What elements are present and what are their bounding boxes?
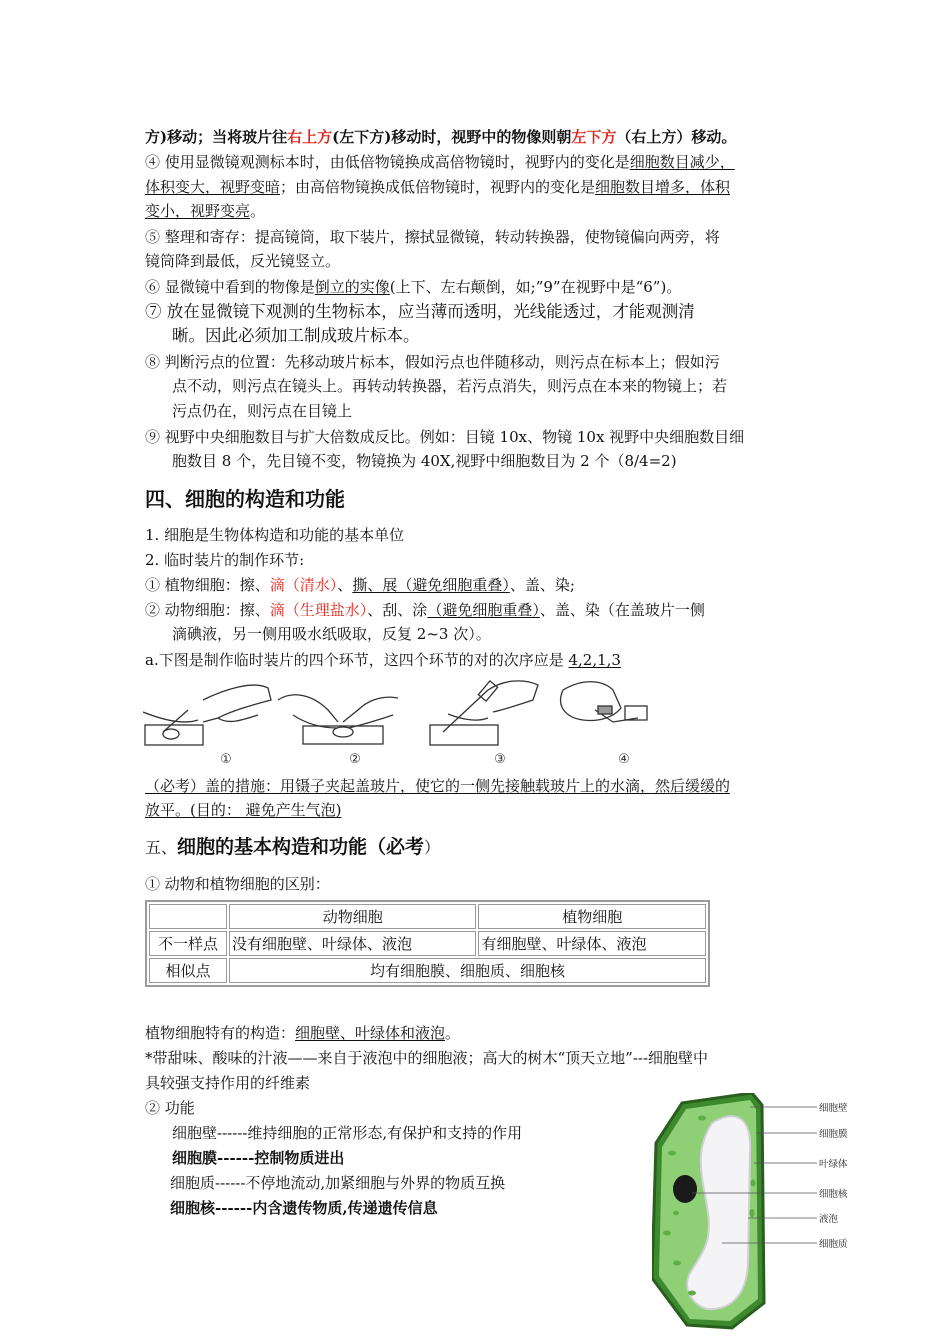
para-move-direction: 方)移动；当将玻片往右上方(左下方)移动时，视野中的物像则朝左下方（右上方）移动。 [145,128,737,146]
row-label-similarities: 相似点 [149,958,227,983]
cell-comparison-table [145,900,710,987]
para-4-line1: ④ 使用显微镜观测标本时，由低倍物镜换成高倍物镜时，视野内的变化是细胞数目减少， [145,153,735,171]
label-cell-wall: 细胞壁 [819,1103,848,1114]
step-3-image [430,681,538,745]
para-8-line3: 污点仍在，则污点在目镜上 [172,402,353,420]
para-9-line2: 胞数目 8 个，先目镜不变，物镜换为 40X,视野中细胞数目为 2 个（8/4=2) [172,452,677,470]
label-cytoplasm: 细胞质 [819,1239,848,1250]
animal-differences: 没有细胞壁、叶绿体、液泡 [229,931,476,956]
step-4-image [561,682,647,722]
item-1: 1. 细胞是生物体构造和功能的基本单位 [145,526,405,544]
para-7-line1: ⑦ 放在显微镜下观测的生物标本，应当薄而透明，光线能透过，才能观测清 [145,302,695,321]
cover-slip-method-line2: 放平。(目的： 避免产生气泡) [145,801,342,819]
function-heading: ② 功能 [145,1099,195,1117]
table-row [149,958,706,983]
plant-unique-structures: 植物细胞特有的构造：细胞壁、叶绿体和液泡。 [145,1024,461,1042]
header-plant-cell: 植物细胞 [478,904,706,929]
para-4-line2: 体积变大，视野变暗；由高倍物镜换成低倍物镜时，视野内的变化是细胞数目增多，体积 [145,178,731,196]
para-7-line2: 晰。因此必须加工制成玻片标本。 [172,326,420,345]
para-9-line1: ⑨ 视野中央细胞数目与扩大倍数成反比。例如：目镜 10x、物镜 10x 视野中央细胞数目细 [145,428,745,446]
label-nucleus: 细胞核 [819,1189,848,1200]
step-label-1: ① [220,752,232,767]
label-chloroplast: 叶绿体 [819,1159,848,1170]
para-5-line1: ⑤ 整理和寄存：提高镜筒，取下装片，擦拭显微镜，转动转换器，使物镜偏向两旁，将 [145,228,720,246]
plant-cell-diagram [652,1093,857,1331]
slide-steps-illustration [143,670,663,770]
label-vacuole: 液泡 [819,1214,839,1225]
function-cell-wall: 细胞壁------维持细胞的正常形态,有保护和支持的作用 [172,1124,523,1142]
para-6: ⑥ 显微镜中看到的物像是倒立的实像(上下、左右颠倒，如;”9”在视野中是“6”)。 [145,278,682,296]
sweet-juice-note-line2: 具较强支持作用的纤维素 [145,1074,311,1092]
similarities-value: 均有细胞膜、细胞质、细胞核 [229,958,706,983]
difference-intro: ① 动物和植物细胞的区别： [145,875,330,893]
para-8-line2: 点不动，则污点在镜头上。再转动转换器，若污点消失，则污点在本来的物镜上；若 [172,377,728,395]
function-cell-membrane: 细胞膜------控制物质进出 [172,1149,345,1167]
table-row [149,904,706,929]
step-label-4: ④ [618,752,630,767]
table-row [149,931,706,956]
para-5-line2: 镜筒降到最低，反光镜竖立。 [145,252,341,270]
nucleus-shape [673,1175,697,1203]
step-1-image [143,685,271,745]
cover-slip-method-line1: （必考）盖的措施：用镊子夹起盖玻片，使它的一侧先接触载玻片上的水滴，然后缓缓的 [145,777,731,795]
para-4-line3: 变小，视野变亮。 [145,202,266,220]
header-animal-cell: 动物细胞 [229,904,476,929]
plant-cell-steps: ① 植物细胞：擦、滴（清水）、撕、展（避免细胞重叠）、盖、染; [145,576,575,594]
function-cytoplasm: 细胞质------不停地流动,加紧细胞与外界的物质互换 [170,1174,506,1192]
sweet-juice-note-line1: *带甜味、酸味的汁液——来自于液泡中的细胞液；高大的树木“顶天立地”---细胞壁中 [145,1049,709,1067]
plant-differences: 有细胞壁、叶绿体、液泡 [478,931,706,956]
animal-cell-steps-line2: 滴碘液，另一侧用吸水纸吸取，反复 2~3 次）。 [172,625,491,643]
step-label-2: ② [349,752,361,767]
function-nucleus: 细胞核------内含遗传物质,传递遗传信息 [170,1199,438,1217]
item-2: 2. 临时装片的制作环节: [145,551,305,569]
para-8-line1: ⑧ 判断污点的位置：先移动玻片标本，假如污点也伴随移动，则污点在标本上；假如污 [145,353,720,371]
step-2-image [278,695,398,744]
row-label-differences: 不一样点 [149,931,227,956]
label-cell-membrane: 细胞膜 [819,1129,848,1140]
section-heading-4: 四、细胞的构造和功能 [145,487,345,511]
section-heading-5: 五、细胞的基本构造和功能（必考） [145,836,441,858]
question-a: a.下图是制作临时装片的四个环节，这四个环节的对的次序应是 4,2,1,3 [145,651,621,669]
step-label-3: ③ [494,752,506,767]
animal-cell-steps-line1: ② 动物细胞：擦、滴（生理盐水）、刮、涂（避免细胞重叠）、盖、染（在盖玻片一侧 [145,601,705,619]
